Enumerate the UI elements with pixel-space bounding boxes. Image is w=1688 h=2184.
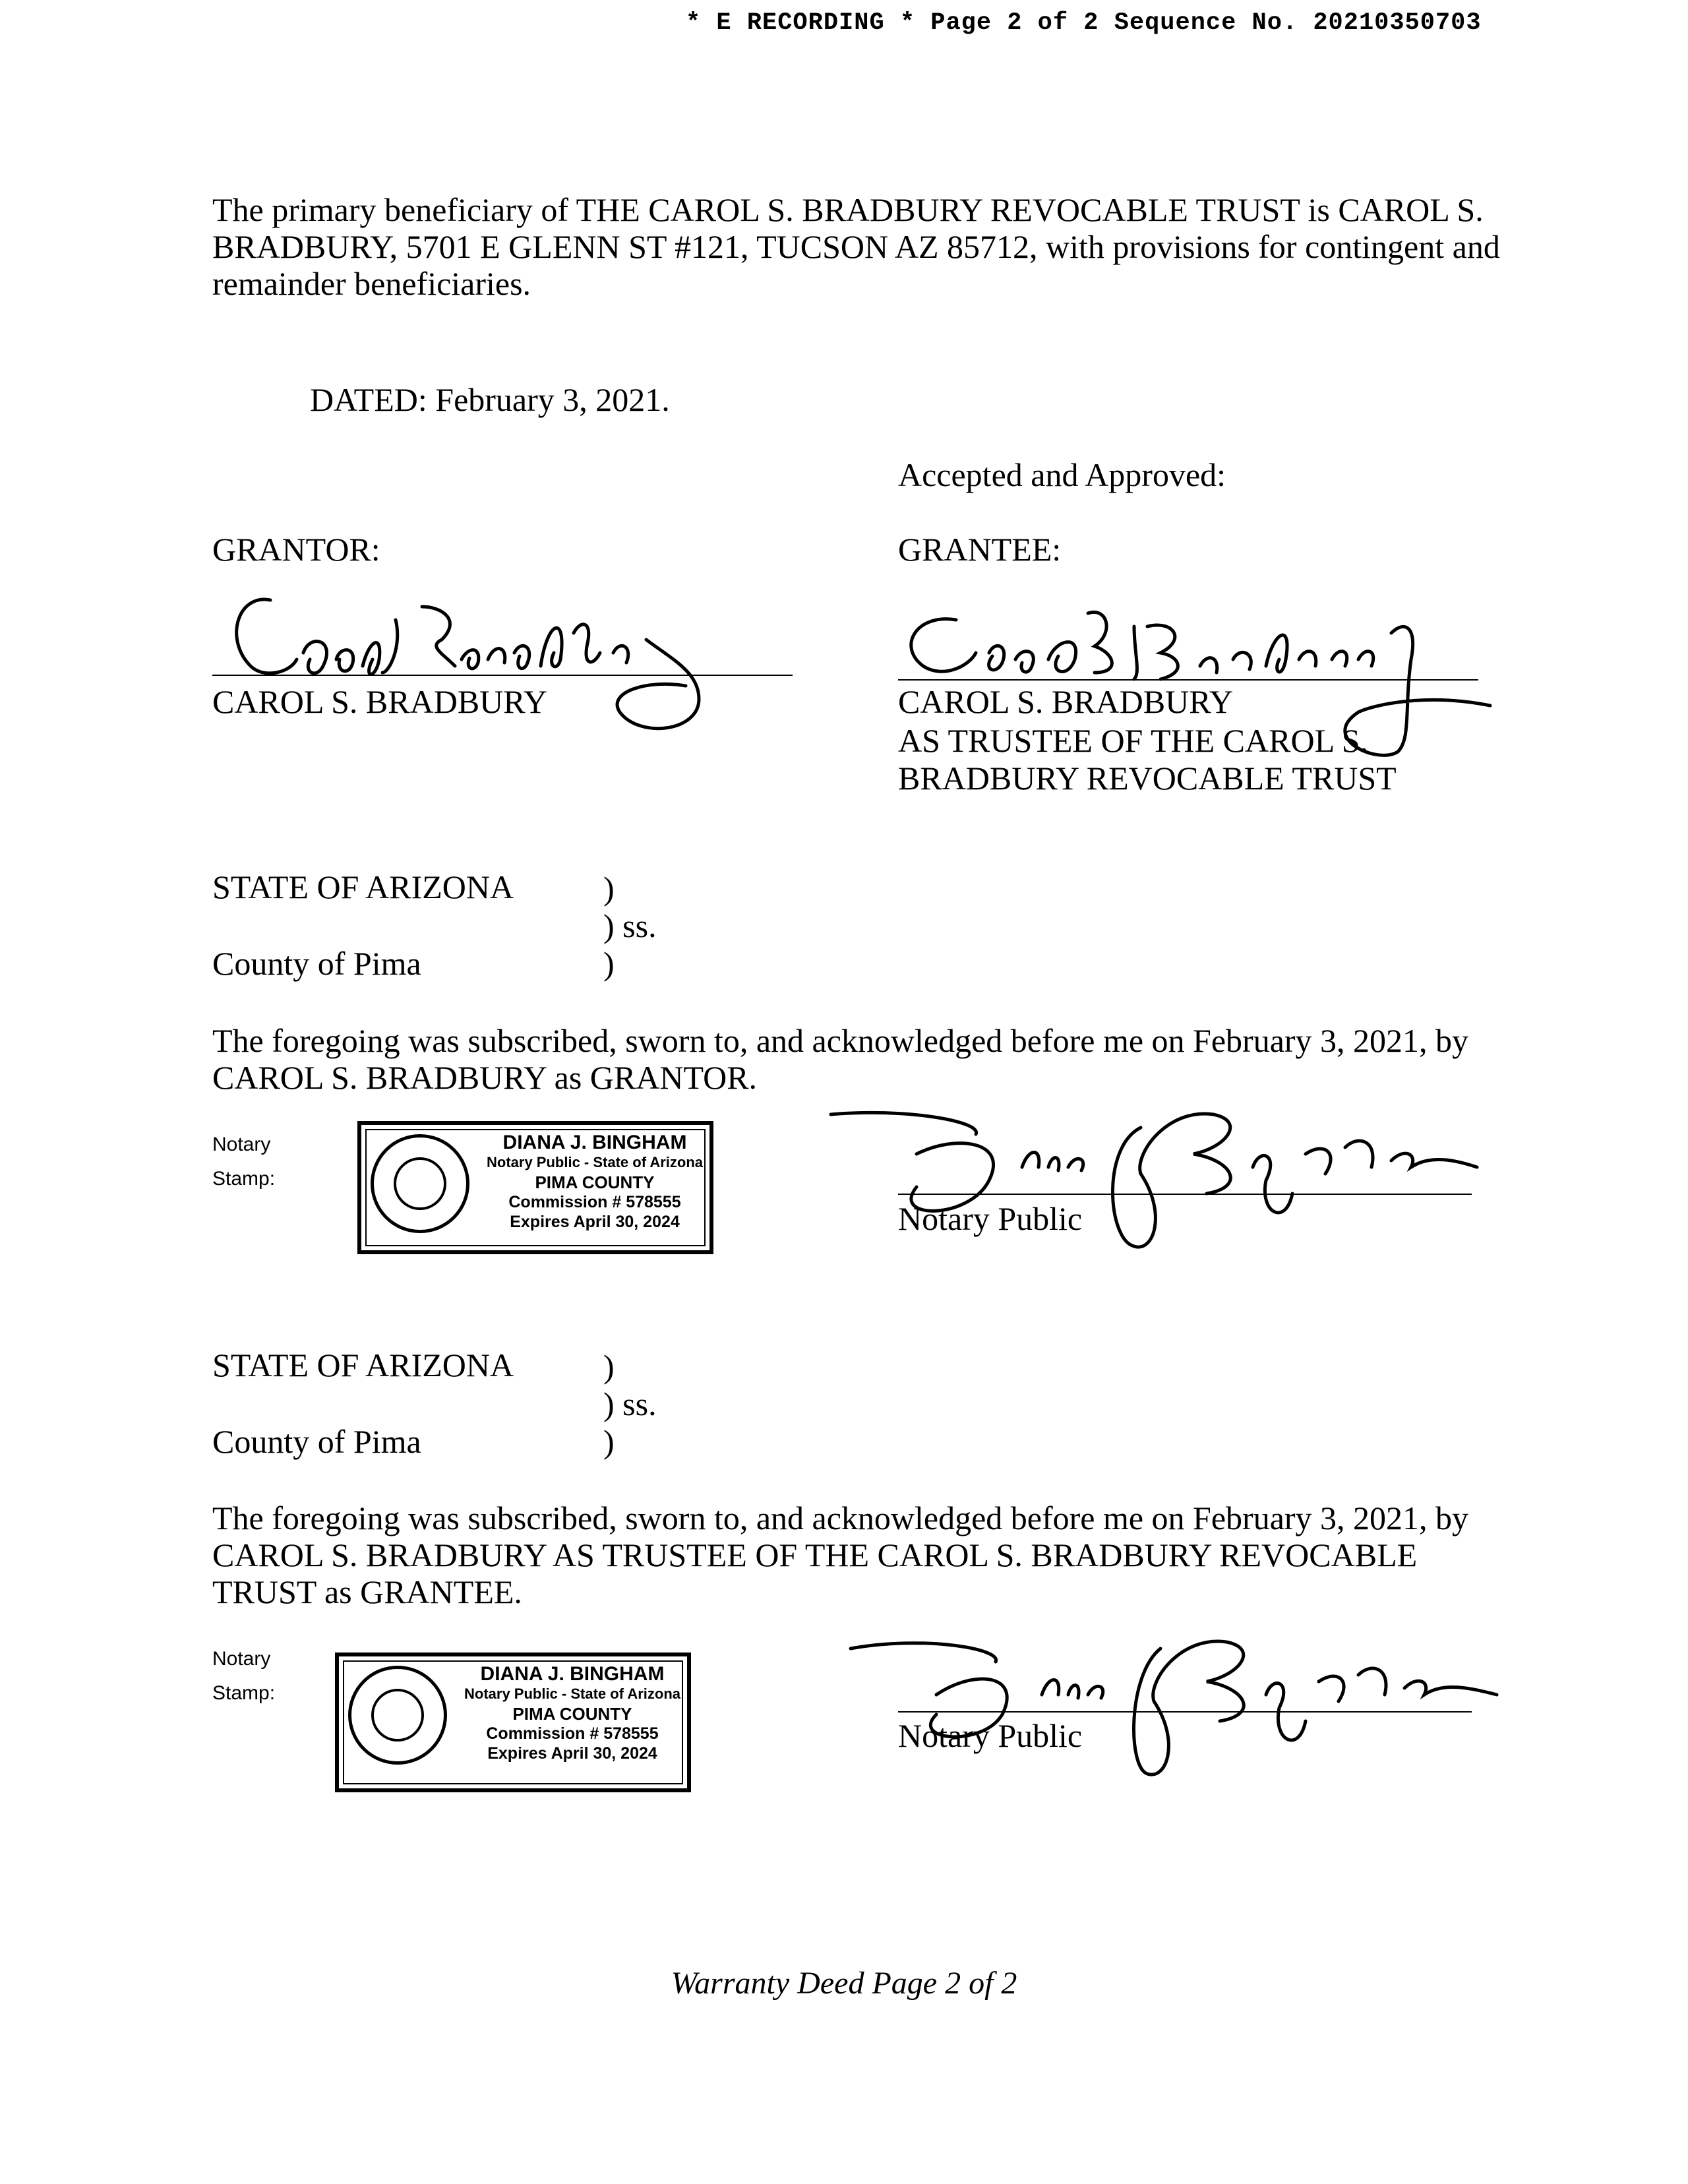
ack2-notary-label: Notary — [212, 1648, 271, 1670]
page-footer: Warranty Deed Page 2 of 2 — [671, 1966, 1017, 2001]
stamp-expires: Expires April 30, 2024 — [487, 1744, 657, 1763]
grantee-line-2: AS TRUSTEE OF THE CAROL S. — [898, 722, 1369, 759]
stamp-name: DIANA J. BINGHAM — [502, 1132, 687, 1153]
dated-line: DATED: February 3, 2021. — [310, 381, 670, 418]
ack1-paren-ss: ) ss. — [603, 907, 657, 944]
grantor-label: GRANTOR: — [212, 531, 380, 568]
beneficiary-paragraph: The primary beneficiary of THE CAROL S. BRADBURY REVOCABLE TRUST is CAROL S. BRADBURY, 5701 E GLENN ST #121, TUCSON AZ 85712, with provisions for contingent and remainder beneficiaries. — [212, 191, 1500, 302]
ack1-paren-1: ) — [603, 870, 615, 907]
notary-stamp-2 — [335, 1653, 691, 1792]
ack2-paren-1: ) — [603, 1348, 615, 1385]
grantee-label: GRANTEE: — [898, 531, 1062, 568]
ack2-stamp-label: Stamp: — [212, 1682, 276, 1704]
notary-stamp-1 — [357, 1121, 713, 1254]
ack2-text: The foregoing was subscribed, sworn to, and acknowledged before me on February 3, 2021, by CAROL S. BRADBURY AS TRUSTEE OF THE CAROL S. BRADBURY REVOCABLE TRUST as GRANTEE. — [212, 1500, 1469, 1610]
ack1-state: STATE OF ARIZONA — [212, 868, 514, 905]
stamp-name: DIANA J. BINGHAM — [480, 1663, 665, 1685]
stamp-county: PIMA COUNTY — [512, 1704, 632, 1724]
notary-signature-1 — [824, 1095, 1484, 1266]
stamp-commission: Commission # 578555 — [486, 1724, 659, 1743]
notary-signature-2 — [844, 1622, 1503, 1794]
ack2-paren-ss: ) ss. — [603, 1385, 657, 1422]
ack1-county: County of Pima — [212, 945, 421, 982]
stamp-title: Notary Public - State of Arizona — [464, 1685, 681, 1702]
ack2-county: County of Pima — [212, 1423, 421, 1460]
stamp-expires: Expires April 30, 2024 — [510, 1213, 680, 1231]
ack1-notary-label: Notary — [212, 1134, 271, 1155]
accepted-approved: Accepted and Approved: — [898, 456, 1226, 493]
ack2-paren-3: ) — [603, 1423, 615, 1460]
ack1-stamp-label: Stamp: — [212, 1168, 276, 1190]
ack2-state: STATE OF ARIZONA — [212, 1347, 514, 1383]
ack2-notary-public: Notary Public — [898, 1717, 1083, 1754]
stamp-commission: Commission # 578555 — [508, 1193, 681, 1211]
stamp-county: PIMA COUNTY — [535, 1172, 655, 1192]
grantor-name: CAROL S. BRADBURY — [212, 683, 547, 720]
grantee-line-3: BRADBURY REVOCABLE TRUST — [898, 760, 1397, 797]
ack1-text: The foregoing was subscribed, sworn to, and acknowledged before me on February 3, 2021, by CAROL S. BRADBURY as GRANTOR. — [212, 1022, 1469, 1096]
arizona-seal-icon — [348, 1666, 447, 1765]
arizona-seal-icon — [371, 1134, 469, 1233]
grantee-line-1: CAROL S. BRADBURY — [898, 683, 1233, 720]
stamp-title: Notary Public - State of Arizona — [487, 1154, 704, 1170]
ack1-notary-public: Notary Public — [898, 1200, 1083, 1237]
ack1-paren-3: ) — [603, 945, 615, 982]
recording-header: * E RECORDING * Page 2 of 2 Sequence No. 20210350703 — [686, 9, 1482, 37]
